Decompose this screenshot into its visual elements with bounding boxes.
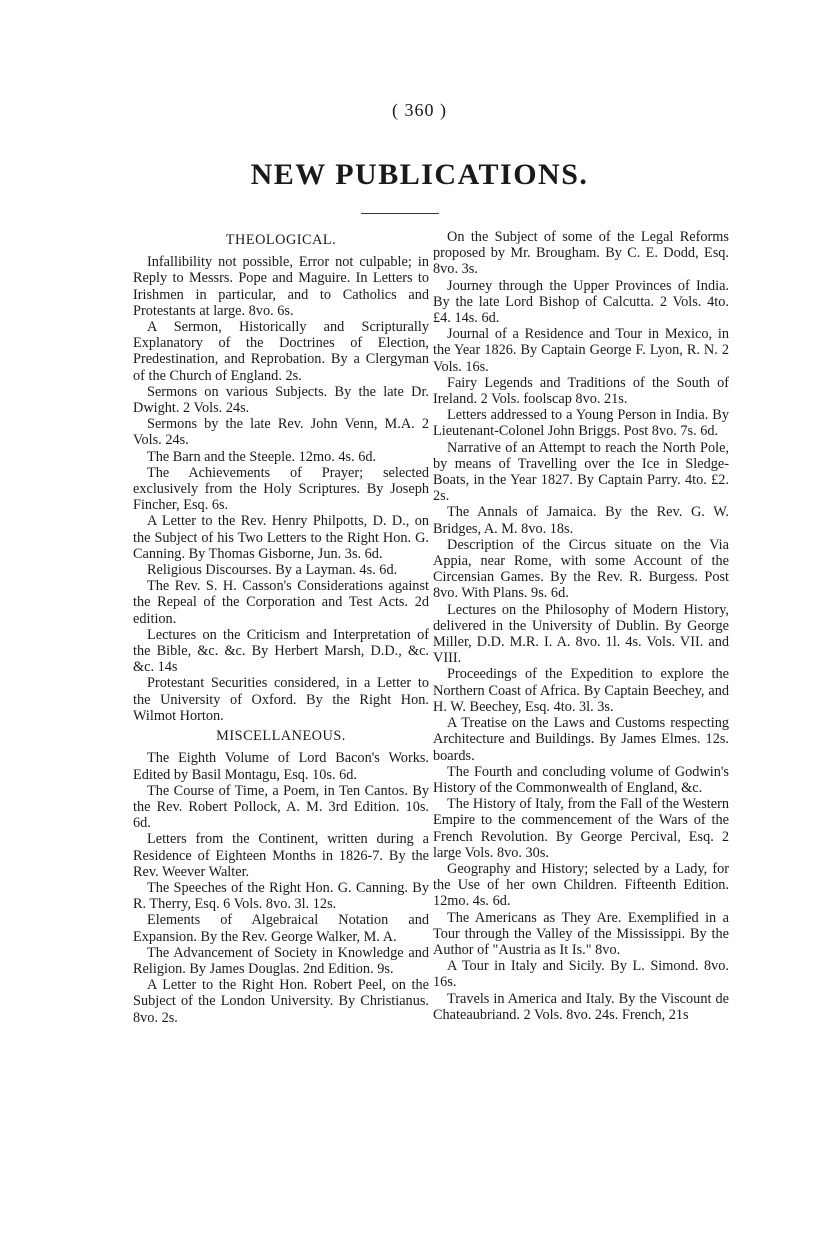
publication-entry: The Rev. S. H. Casson's Considerations against the Repeal of the Corporation and Test Acts. 2d edition. (133, 578, 429, 627)
publication-entry: Sermons on various Subjects. By the late Dr. Dwight. 2 Vols. 24s. (133, 383, 429, 417)
publication-entry: The Course of Time, a Poem, in Ten Cantos. By the Rev. Robert Pollock, A. M. 3rd Edition. 10s. 6d. (133, 782, 429, 832)
publication-entry: Letters from the Continent, written during a Residence of Eighteen Months in 1826-7. By the Rev. Weever Walter. (133, 831, 429, 880)
publication-entry: The Advancement of Society in Knowledge and Religion. By James Douglas. 2nd Edition. 9s. (133, 944, 429, 977)
publication-entry: Travels in America and Italy. By the Viscount de Chateaubriand. 2 Vols. 8vo. 24s. French, 21s (433, 990, 729, 1023)
publication-entry: The Eighth Volume of Lord Bacon's Works. Edited by Basil Montagu, Esq. 10s. 6d. (133, 750, 429, 783)
publication-entry: The Americans as They Are. Exemplified in a Tour through the Valley of the Mississippi. By the Author of "Austria as It Is." 8vo. (433, 909, 729, 958)
publication-entry: A Letter to the Rev. Henry Philpotts, D. D., on the Subject of his Two Letters to the Right Hon. G. Canning. By Thomas Gisborne, Jun. 3s. 6d. (133, 513, 429, 562)
title-divider (361, 213, 439, 214)
publication-entry: Geography and History; selected by a Lady, for the Use of her own Children. Fifteenth Edition. 12mo. 4s. 6d. (433, 860, 729, 910)
publication-entry: The Achievements of Prayer; selected exclusively from the Holy Scriptures. By Joseph Fincher, Esq. 6s. (133, 464, 429, 514)
publication-entry: Elements of Algebraical Notation and Expansion. By the Rev. George Walker, M. A. (133, 912, 429, 945)
publication-entry: Religious Discourses. By a Layman. 4s. 6d. (147, 562, 398, 579)
publication-entry: A Treatise on the Laws and Customs respecting Architecture and Buildings. By James Elmes. 12s. boards. (433, 715, 729, 764)
miscellaneous-list (133, 750, 429, 1025)
publication-entry: Sermons by the late Rev. John Venn, M.A. 2 Vols. 24s. (133, 416, 429, 449)
publication-entry: Narrative of an Attempt to reach the North Pole, by means of Travelling over the Ice in Sledge-Boats, in the Year 1827. By Captain Parry. 4to. £2. 2s. (433, 439, 729, 505)
miscellaneous-heading: MISCELLANEOUS. (216, 728, 346, 745)
left-column (133, 228, 429, 1026)
publication-entry: The Fourth and concluding volume of Godwin's History of the Commonwealth of England, &c. (433, 763, 729, 796)
publication-entry: Lectures on the Criticism and Interpretation of the Bible, &c. &c. By Herbert Marsh, D.D., &c. &c. 14s (133, 626, 429, 676)
publication-entry: A Sermon, Historically and Scripturally Explanatory of the Doctrines of Election, Predestination, and Reprobation. By a Clergyman of the Church of England. 2s. (133, 319, 429, 384)
theological-heading: THEOLOGICAL. (225, 232, 337, 248)
right-column (433, 228, 729, 1023)
publication-entry: Journal of a Residence and Tour in Mexico, in the Year 1826. By Captain George F. Lyon, R. N. 2 Vols. 16s. (433, 326, 729, 375)
publication-entry: Fairy Legends and Traditions of the South of Ireland. 2 Vols. foolscap 8vo. 21s. (433, 374, 729, 408)
publication-entry: Infallibility not possible, Error not culpable; in Reply to Messrs. Pope and Maguire. In Letters to Irishmen in particular, and to Catholics and Protestants at large. 8vo. 6s. (133, 254, 429, 319)
publication-entry: Proceedings of the Expedition to explore the Northern Coast of Africa. By Captain Beechey, and H. W. Beechey, Esq. 4to. 3l. 3s. (433, 666, 729, 715)
publication-entry: The History of Italy, from the Fall of the Western Empire to the commencement of the Wars of the French Revolution. By George Percival, Esq. 2 large Vols. 8vo. 30s. (433, 796, 729, 861)
publication-entry: Description of the Circus situate on the Via Appia, near Rome, with some Account of the Circensian Games. By the Rev. R. Burgess. Post 8vo. With Plans. 9s. 6d. (433, 536, 729, 602)
page-number: ( 360 ) (392, 100, 447, 120)
publication-entry: On the Subject of some of the Legal Reforms proposed by Mr. Brougham. By C. E. Dodd, Esq. 8vo. 3s. (433, 229, 729, 278)
publication-entry: Journey through the Upper Provinces of India. By the late Lord Bishop of Calcutta. 2 Vols. 4to. £4. 14s. 6d. (433, 277, 729, 327)
publication-entry: Protestant Securities considered, in a Letter to the University of Oxford. By the Right Hon. Wilmot Horton. (133, 675, 429, 724)
publication-entry: The Speeches of the Right Hon. G. Canning. By R. Therry, Esq. 6 Vols. 8vo. 3l. 12s. (133, 879, 429, 913)
publication-entry: The Barn and the Steeple. 12mo. 4s. 6d. (147, 448, 377, 465)
theological-list (133, 254, 429, 724)
page-title: NEW PUBLICATIONS. (250, 158, 589, 191)
publication-entry: The Annals of Jamaica. By the Rev. G. W. Bridges, A. M. 8vo. 18s. (433, 504, 729, 537)
publication-entry: A Tour in Italy and Sicily. By L. Simond. 8vo. 16s. (433, 958, 729, 991)
right-column-list (433, 229, 729, 1023)
publication-entry: A Letter to the Right Hon. Robert Peel, on the Subject of the London University. By Christianus. 8vo. 2s. (133, 977, 429, 1026)
publication-entry: Letters addressed to a Young Person in India. By Lieutenant-Colonel John Briggs. Post 8vo. 7s. 6d. (433, 407, 729, 440)
publication-entry: Lectures on the Philosophy of Modern History, delivered in the University of Dublin. By George Miller, D.D. M.R. I. A. 8vo. 1l. 4s. Vols. VII. and VIII. (433, 601, 729, 667)
